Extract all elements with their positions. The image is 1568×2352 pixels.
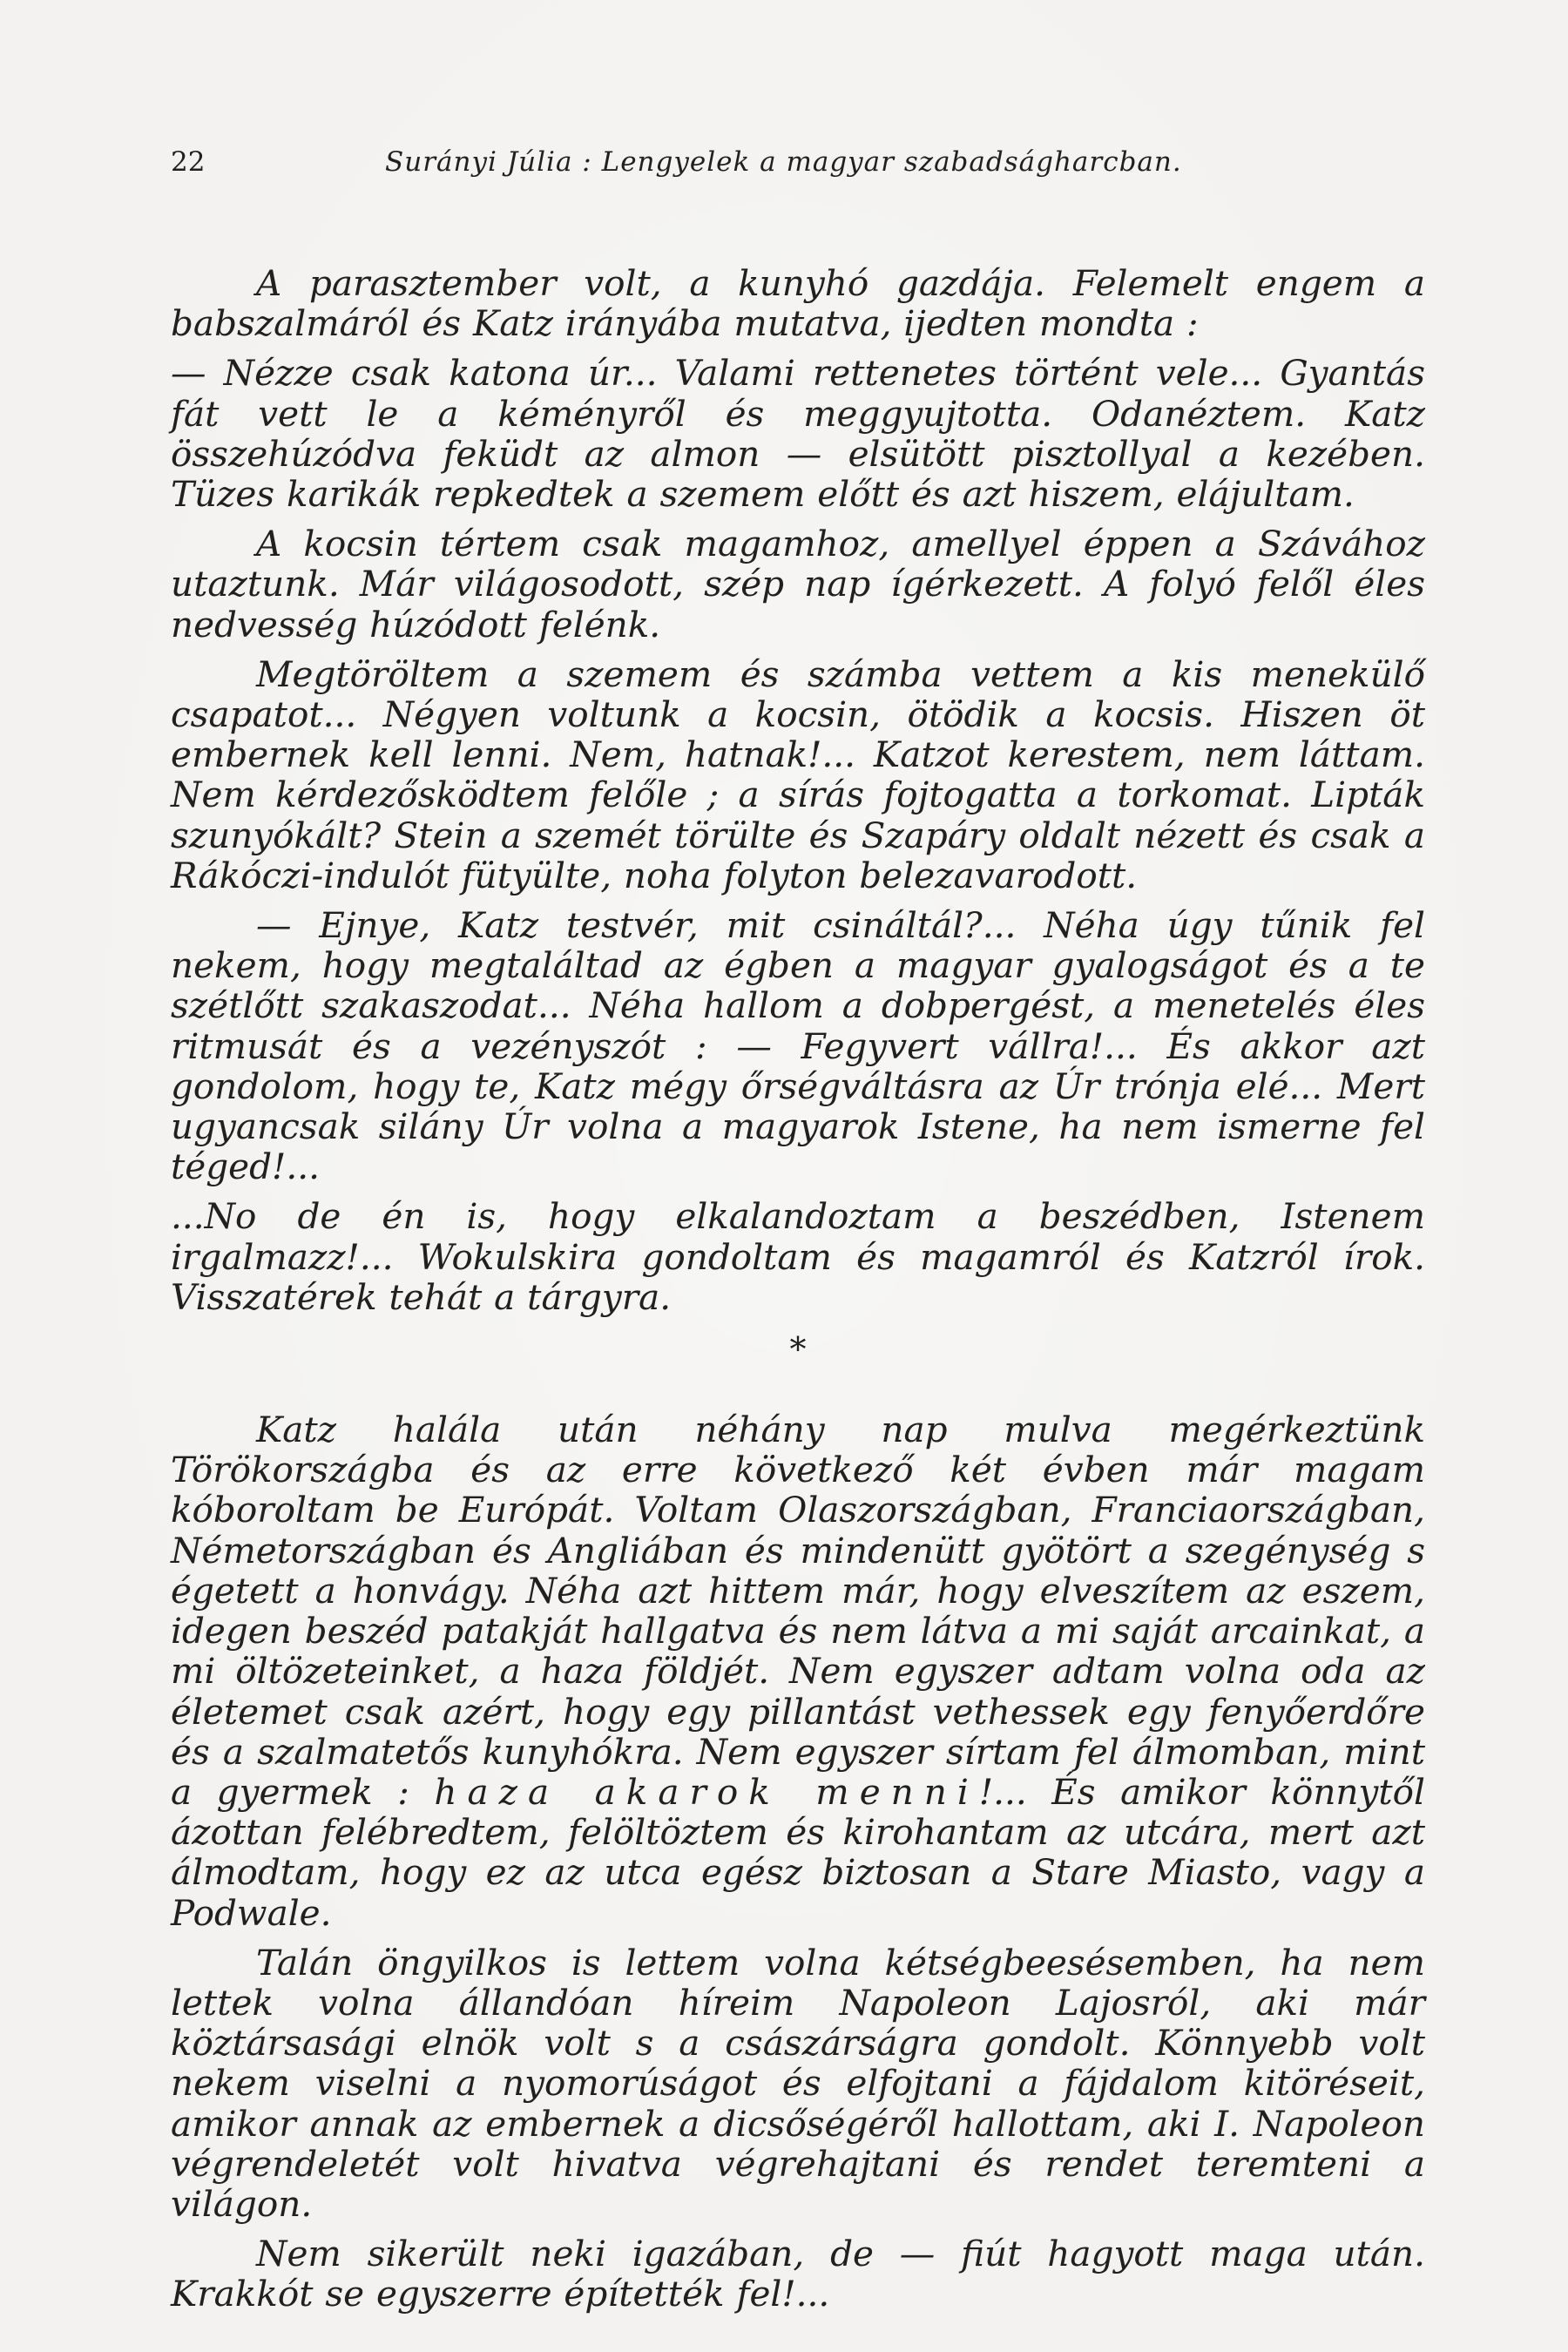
- paragraph-7-end: !... És amikor könnytől ázottan felébredtem, felöltöztem és kirohantam az utcára, mert azt álmodtam, hogy ez az utca egész biztosan a Stare Miasto, vagy a Podwale.: [171, 1770, 1425, 1934]
- spaced-phrase: haza akarok menni: [434, 1770, 979, 1813]
- paragraph-7: [171, 1409, 1425, 1933]
- paragraph-4: Megtöröltem a szemem és számba vettem a kis menekülő csapatot... Négyen voltunk a kocsin, ötödik a kocsis. Hiszen öt embernek kell lenni. Nem, hatnak!... Katzot kerestem, nem láttam. Nem kérdezősködtem felőle ; a sírás fojtogatta a torkomat. Lipták szunyókált? Stein a szemét törülte és Szapáry oldalt nézett és csak a Rákóczi-indulót fütyülte, noha folyton belezavarodott.: [171, 652, 1425, 896]
- section-divider: *: [789, 1330, 807, 1369]
- paragraph-7-text: Katz halála után néhány nap mulva megérkeztünk Törökországba és az erre következő két évben már magam kóboroltam be Európát. Voltam Olaszországban, Franciaországban, Németországban és Angliában és mindenütt gyötört a szegénység s égetett a honvágy. Néha azt hittem már, hogy elveszítem az eszem, idegen beszéd patakját hallgatva és nem látva a mi saját arcainkat, a mi öltözeteinket, a haza földjét. Nem egyszer adtam volna oda az életemet csak azért, hogy egy pillantást vethessek egy fenyőerdőre és a szalmatetős kunyhókra. Nem egyszer sírtam fel álmomban, mint a gyermek :: [171, 1409, 1425, 1813]
- paragraph-6: ...No de én is, hogy elkalandoztam a beszédben, Istenem irgalmazz!... Wokulskira gondoltam és magamról és Katzról írok. Visszatérek tehát a tárgyra.: [171, 1195, 1425, 1318]
- paragraph-8: Talán öngyilkos is lettem volna kétségbeesésemben, ha nem lettek volna állandóan híreim Napoleon Lajosról, aki már köztársasági elnök volt s a császárságra gondolt. Könnyebb volt nekem viselni a nyomorúságot és elfojtani a fájdalom kitöréseit, amikor annak az embernek a dicsőségéről hallottam, aki I. Napoleon végrendeletét volt hivatva végrehajtani és rendet teremteni a világon.: [171, 1941, 1425, 2225]
- body-text: [171, 263, 1425, 2324]
- paragraph-9: Nem sikerült neki igazában, de — fiút hagyott maga után. Krakkót se egyszerre építették fel!...: [171, 2233, 1425, 2315]
- paragraph-1: A parasztember volt, a kunyhó gazdája. Felemelt engem a babszalmáról és Katz irányába mutatva, ijedten mondta :: [171, 262, 1425, 345]
- paragraph-5: — Ejnye, Katz testvér, mit csináltál?... Néha úgy tűnik fel nekem, hogy megtaláltad az égben a magyar gyalogságot és a te szétlőtt szakaszodat... Néha hallom a dobpergést, a menetelés éles ritmusát és a vezényszót : — Fegyvert vállra!... És akkor azt gondolom, hogy te, Katz mégy őrségváltásra az Úr trónja elé... Mert ugyancsak silány Úr volna a magyarok Istene, ha nem ismerne fel téged!...: [171, 904, 1425, 1188]
- paragraph-2: — Nézze csak katona úr... Valami rettenetes történt vele... Gyantás fát vett le a kéményről és meggyujtotta. Odanéztem. Katz összehúzódva feküdt az almon — elsütött pisztollyal a kezében. Tüzes karikák repkedtek a szemem előtt és azt hiszem, elájultam.: [171, 352, 1425, 516]
- page-number: 22: [171, 146, 206, 178]
- running-title: Surányi Júlia : Lengyelek a magyar szabadságharcban.: [385, 146, 1182, 178]
- paragraph-3: A kocsin tértem csak magamhoz, amellyel éppen a Szávához utaztunk. Már világosodott, szép nap ígérkezett. A folyó felől éles nedvesség húzódott felénk.: [171, 523, 1425, 645]
- page-header: [171, 146, 1425, 190]
